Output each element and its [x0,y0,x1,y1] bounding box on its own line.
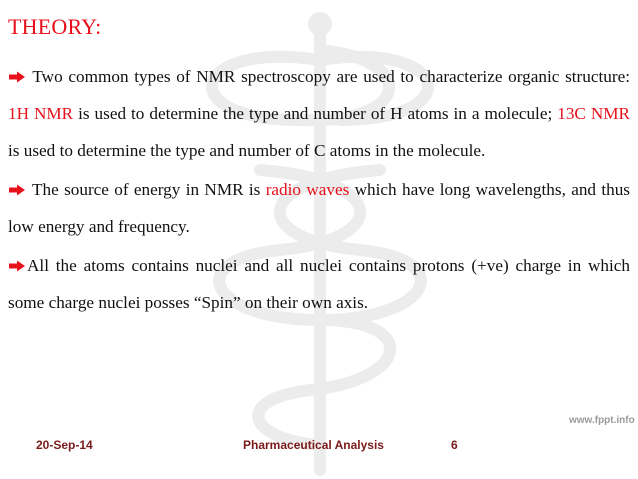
paragraph-text: is used to determine the type and number of H atoms in a molecule; [73,104,558,123]
paragraph-text: is used to determine the type and number of C atoms in the molecule. [8,141,486,160]
highlight-term-13c-nmr: 13C NMR [557,104,630,123]
footer-date: 20-Sep-14 [36,438,93,452]
arrow-bullet-icon [8,260,26,272]
bullet-paragraph-1 [8,58,630,169]
paragraph-text: which have long wavelengths, and thus low energy and frequency. [8,180,630,236]
highlight-term-radio-waves: radio waves [265,180,350,199]
arrow-bullet-icon [8,184,26,196]
paragraph-text: Two common types of NMR spectroscopy are used to characterize organic structure: [27,67,630,86]
slide-title: THEORY: [8,14,102,39]
slide-body [8,58,630,321]
footer-page-number: 6 [451,438,458,452]
bullet-paragraph-2 [8,171,630,245]
highlight-term-1h-nmr: 1H NMR [8,104,74,123]
bullet-paragraph-3 [8,247,630,321]
paragraph-text: All the atoms contains nuclei and all nuclei contains protons (+ve) charge in which some charge nuclei posses “Spin” on their own axis. [8,256,630,312]
footer-title: Pharmaceutical Analysis [243,438,384,452]
paragraph-text: The source of energy in NMR is [27,180,266,199]
fppt-watermark: www.fppt.info [569,415,635,426]
arrow-bullet-icon [8,71,26,83]
